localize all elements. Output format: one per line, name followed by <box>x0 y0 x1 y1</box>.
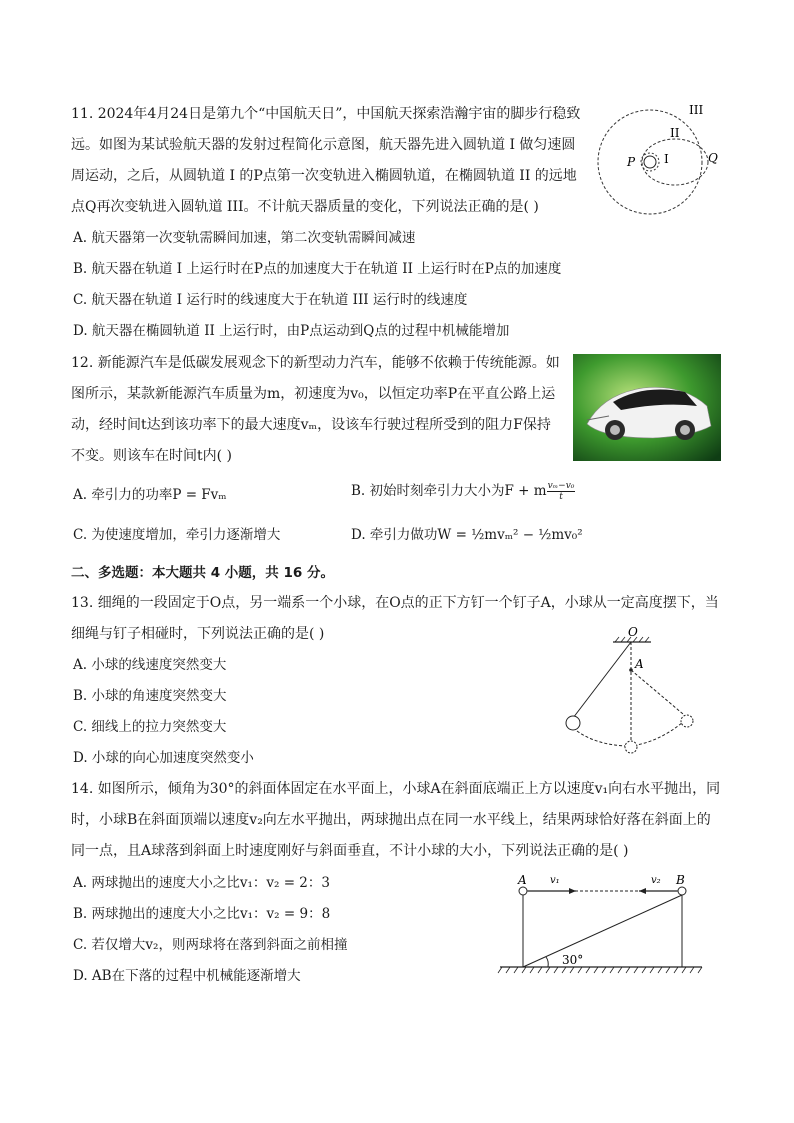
label-a: A <box>635 657 644 671</box>
section-heading: 二、多选题：本大题共 4 小题，共 16 分。 <box>71 565 334 581</box>
slope <box>523 895 682 967</box>
q13-option-a: A. 小球的线速度突然变大 <box>73 657 227 673</box>
q12-line-3: 动，经时间t达到该功率下的最大速度vₘ，设该车行驶过程所受到的阻力F保持 <box>71 417 551 433</box>
q12-line-1: 12. 新能源汽车是低碳发展观念下的新型动力汽车，能够不依赖于传统能源。如 <box>71 355 560 371</box>
fraction-denominator: t <box>559 492 563 502</box>
label-angle: 30° <box>562 953 584 967</box>
q14-option-d: D. AB在下落的过程中机械能逐渐增大 <box>73 968 301 984</box>
label-ii: II <box>670 126 680 140</box>
q13-option-d: D. 小球的向心加速度突然变小 <box>73 750 254 766</box>
q13-option-c: C. 细线上的拉力突然变大 <box>73 719 227 735</box>
q14-line-2: 时，小球B在斜面顶端以速度v₂向左水平抛出，两球抛出点在同一水平线上，结果两球恰好落在斜面上的 <box>71 812 711 828</box>
q14-option-b: B. 两球抛出的速度大小之比v₁：v₂ = 9：8 <box>73 906 331 922</box>
q12-option-b-text: B. 初始时刻牵引力大小为F + m <box>351 483 547 499</box>
label-p: P <box>627 155 636 169</box>
ball-bottom <box>625 741 637 753</box>
q14-line-1: 14. 如图所示，倾角为30°的斜面体固定在水平面上，小球A在斜面底端正上方以速度v₁向右水平抛出，同 <box>71 781 721 797</box>
q11-option-a: A. 航天器第一次变轨需瞬间加速，第二次变轨需瞬间减速 <box>73 230 416 246</box>
q14-option-c: C. 若仅增大v₂，则两球将在落到斜面之前相撞 <box>73 937 348 953</box>
string-after <box>631 670 683 714</box>
q13-option-b: B. 小球的角速度突然变大 <box>73 688 227 704</box>
q14-line-3: 同一点，且A球落到斜面上时速度刚好与斜面垂直，不计小球的大小，下列说法正确的是( ) <box>71 843 629 859</box>
label-v2: v₂ <box>651 875 661 886</box>
label-i: I <box>664 152 669 166</box>
incline-diagram <box>496 868 706 980</box>
string <box>573 642 631 718</box>
q11-option-b: B. 航天器在轨道 I 上运行时在P点的加速度大于在轨道 II 上运行时在P点的加速度 <box>73 261 562 277</box>
q14-option-a: A. 两球抛出的速度大小之比v₁：v₂ = 2：3 <box>73 875 330 891</box>
ground-hatch <box>498 967 702 973</box>
q12-option-b-fraction <box>547 481 576 502</box>
q11-line-3: 周运动，之后，从圆轨道 I 的P点第一次变轨进入椭圆轨道，在椭圆轨道 II 的远地 <box>71 168 577 184</box>
q12-option-d: D. 牵引力做功W = ½mvₘ² − ½mv₀² <box>351 527 583 543</box>
q11-line-4: 点Q再次变轨进入圆轨道 III。不计航天器质量的变化，下列说法正确的是( ) <box>71 199 539 215</box>
planet <box>644 156 656 168</box>
q12-line-4: 不变。则该车在时间t内( ) <box>71 448 232 464</box>
car-photo <box>573 354 721 461</box>
ball-start <box>566 716 580 730</box>
q13-line-2: 细绳与钉子相碰时，下列说法正确的是( ) <box>71 626 325 642</box>
label-v1: v₁ <box>550 875 560 886</box>
arrow-v2-head <box>639 888 646 894</box>
q12-line-2: 图所示，某款新能源汽车质量为m，初速度为v₀，以恒定功率P在平直公路上运 <box>71 386 556 402</box>
q11-line-2: 远。如图为某试验航天器的发射过程简化示意图，航天器先进入圆轨道 I 做匀速圆 <box>71 137 576 153</box>
ball-a <box>519 887 527 895</box>
q12-option-a: A. 牵引力的功率P = Fvₘ <box>73 487 227 503</box>
angle-arc <box>546 957 548 967</box>
q11-line-1: 11. 2024年4月24日是第九个“中国航天日”，中国航天探索浩瀚宇宙的脚步行稳致 <box>71 106 581 122</box>
label-iii: III <box>689 103 704 117</box>
fraction-numerator: vₘ−v₀ <box>547 481 575 491</box>
q11-option-c: C. 航天器在轨道 I 运行时的线速度大于在轨道 III 运行时的线速度 <box>73 292 468 308</box>
ball-b <box>678 887 686 895</box>
label-o: O <box>628 625 638 639</box>
label-a: A <box>518 873 527 887</box>
q12-option-b <box>351 481 575 502</box>
q12-option-c: C. 为使速度增加，牵引力逐渐增大 <box>73 527 281 543</box>
label-q: Q <box>708 151 718 165</box>
arrow-v1-head <box>569 888 576 894</box>
label-b: B <box>676 873 685 887</box>
pendulum-diagram <box>555 624 705 759</box>
q13-line-1: 13. 细绳的一段固定于O点，另一端系一个小球，在O点的正下方钉一个钉子A，小球从一定高度摆下，当 <box>71 595 719 611</box>
orbit-diagram <box>592 100 720 218</box>
q11-option-d: D. 航天器在椭圆轨道 II 上运行时，由P点运动到Q点的过程中机械能增加 <box>73 323 510 339</box>
ball-end <box>681 715 693 727</box>
